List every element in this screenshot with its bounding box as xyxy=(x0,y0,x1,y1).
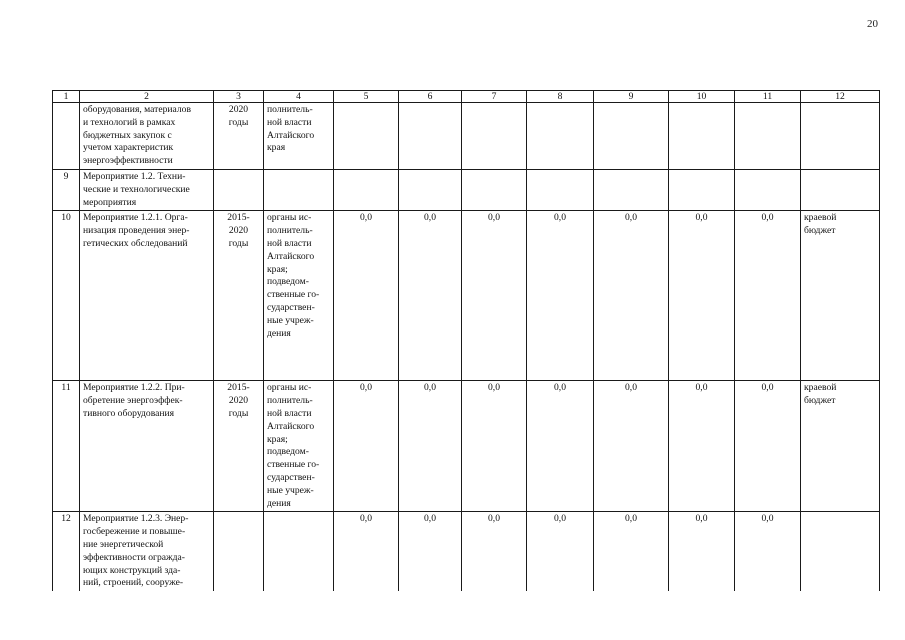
period: 2015- 2020 годы xyxy=(227,382,250,419)
value-cell: 0,0 xyxy=(735,381,801,512)
column-number: 1 xyxy=(53,91,80,103)
value-cell: 0,0 xyxy=(735,512,801,591)
value-cell xyxy=(735,103,801,170)
value-cell xyxy=(669,103,735,170)
activity-name-cell xyxy=(80,381,214,512)
period-cell xyxy=(214,211,264,381)
period: 2020 годы xyxy=(228,104,249,128)
value-cell: 0,0 xyxy=(669,211,735,381)
period-cell xyxy=(214,103,264,170)
funding-source: краевой бюджет xyxy=(804,212,837,237)
activity-name-cell xyxy=(80,512,214,591)
column-numbers-row xyxy=(53,91,880,103)
funding-source-cell xyxy=(801,512,880,591)
row-number-cell xyxy=(53,103,80,170)
value-cell: 0,0 xyxy=(399,381,462,512)
executor: органы ис- полнитель- ной власти Алтайского края; подведом- ственные го- сударствен- ные учреж- дения xyxy=(267,382,320,509)
value-cell: 0,0 xyxy=(399,512,462,591)
executor: органы ис- полнитель- ной власти Алтайского края; подведом- ственные го- сударствен- ные учреж- дения xyxy=(267,212,320,339)
value-cell xyxy=(527,169,594,210)
value-cell: 0,0 xyxy=(594,211,669,381)
funding-source: краевой бюджет xyxy=(804,382,837,407)
activity-name: Мероприятие 1.2. Техни- ческие и технологические мероприятия xyxy=(83,170,190,208)
table-row xyxy=(53,103,880,170)
row-number-cell: 11 xyxy=(53,381,80,512)
column-number: 3 xyxy=(214,91,264,103)
page-number: 20 xyxy=(867,18,878,30)
column-number: 11 xyxy=(735,91,801,103)
value-cell xyxy=(462,103,527,170)
column-number: 9 xyxy=(594,91,669,103)
value-cell: 0,0 xyxy=(334,381,399,512)
value-cell: 0,0 xyxy=(334,512,399,591)
value-cell xyxy=(334,103,399,170)
value-cell: 0,0 xyxy=(334,211,399,381)
funding-source-cell xyxy=(801,381,880,512)
value-cell: 0,0 xyxy=(527,512,594,591)
funding-source-cell xyxy=(801,211,880,381)
value-cell: 0,0 xyxy=(735,211,801,381)
activity-name-cell xyxy=(80,211,214,381)
funding-source-cell xyxy=(801,169,880,210)
executor-cell xyxy=(264,381,334,512)
column-number: 12 xyxy=(801,91,880,103)
period-cell xyxy=(214,169,264,210)
column-number: 7 xyxy=(462,91,527,103)
period: 2015- 2020 годы xyxy=(227,212,250,249)
value-cell xyxy=(399,103,462,170)
value-cell: 0,0 xyxy=(399,211,462,381)
value-cell xyxy=(669,169,735,210)
column-number: 8 xyxy=(527,91,594,103)
activity-name-cell xyxy=(80,169,214,210)
executor-cell xyxy=(264,103,334,170)
activity-name: Мероприятие 1.2.2. При- обретение энергоэффек- тивного оборудования xyxy=(83,382,185,419)
column-number: 5 xyxy=(334,91,399,103)
row-number-cell: 10 xyxy=(53,211,80,381)
period-cell xyxy=(214,381,264,512)
program-activities-table xyxy=(52,90,880,591)
value-cell: 0,0 xyxy=(462,512,527,591)
table-row xyxy=(53,211,880,381)
executor-cell xyxy=(264,169,334,210)
value-cell xyxy=(462,169,527,210)
value-cell: 0,0 xyxy=(669,381,735,512)
value-cell: 0,0 xyxy=(462,381,527,512)
table-row xyxy=(53,381,880,512)
activity-name: Мероприятие 1.2.1. Орга- низация проведения энер- гетических обследований xyxy=(83,212,190,249)
column-number: 2 xyxy=(80,91,214,103)
activity-name-cell xyxy=(80,103,214,170)
activity-name: Мероприятие 1.2.3. Энер- госбережение и повыше- ние энергетической эффективности огражда- ющих конструкций зда- ний, строений, сооруже- xyxy=(83,513,189,589)
value-cell: 0,0 xyxy=(594,512,669,591)
value-cell: 0,0 xyxy=(594,381,669,512)
row-number-cell: 9 xyxy=(53,169,80,210)
value-cell xyxy=(399,169,462,210)
column-number: 6 xyxy=(399,91,462,103)
value-cell xyxy=(594,103,669,170)
table-row xyxy=(53,169,880,210)
value-cell: 0,0 xyxy=(527,211,594,381)
value-cell xyxy=(527,103,594,170)
executor-cell xyxy=(264,211,334,381)
value-cell: 0,0 xyxy=(527,381,594,512)
column-number: 4 xyxy=(264,91,334,103)
activity-name: оборудования, материалов и технологий в рамках бюджетных закупок с учетом характеристик энергоэффективности xyxy=(83,104,192,167)
executor: полнитель- ной власти Алтайского края xyxy=(267,104,315,154)
period-cell xyxy=(214,512,264,591)
value-cell xyxy=(594,169,669,210)
value-cell xyxy=(735,169,801,210)
executor-cell xyxy=(264,512,334,591)
value-cell xyxy=(334,169,399,210)
table-row xyxy=(53,512,880,591)
column-number: 10 xyxy=(669,91,735,103)
value-cell: 0,0 xyxy=(669,512,735,591)
funding-source-cell xyxy=(801,103,880,170)
row-number-cell: 12 xyxy=(53,512,80,591)
value-cell: 0,0 xyxy=(462,211,527,381)
